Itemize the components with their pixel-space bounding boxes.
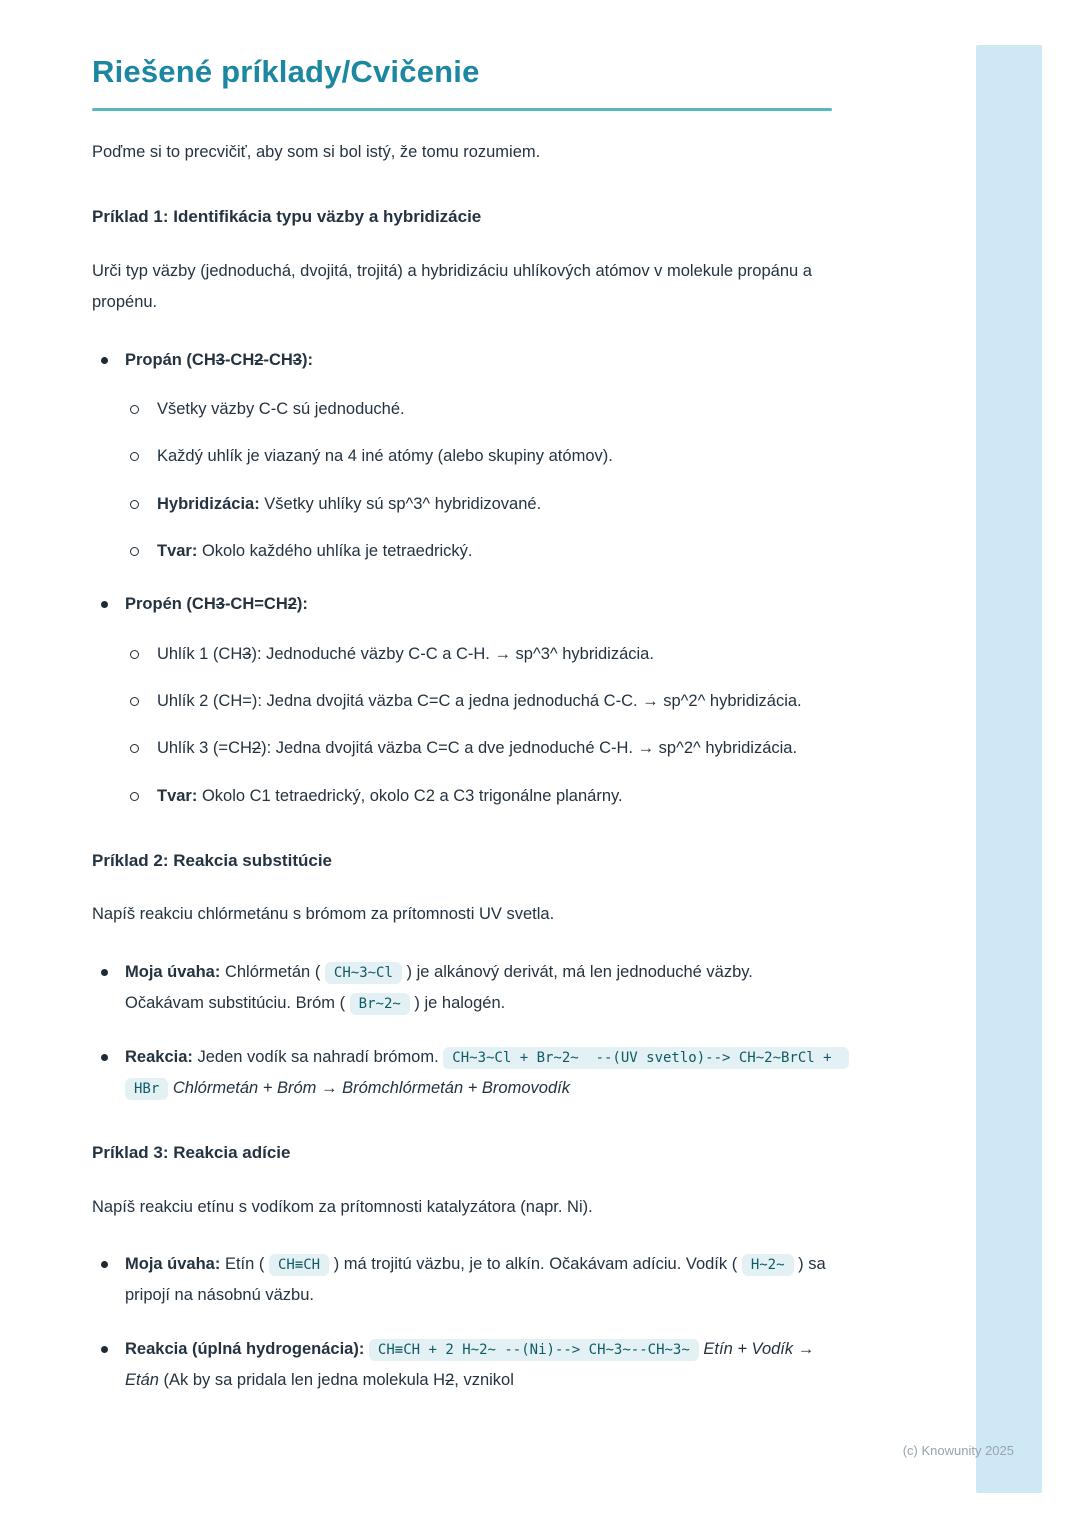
bullet-list	[92, 345, 832, 812]
text-run: 3	[215, 595, 225, 614]
text-run: 3	[292, 350, 302, 369]
text-run: Napíš reakciu chlórmetánu s brómom za prítomnosti UV svetla.	[92, 905, 555, 924]
text-run: ):	[296, 595, 308, 614]
bullet-text	[125, 595, 308, 613]
bullet-item	[92, 345, 832, 568]
bullet-item	[92, 1042, 841, 1105]
document-body	[92, 137, 841, 1396]
page-edge-stripe	[976, 45, 1042, 1493]
text-run: Každý uhlík je viazaný na 4 iné atómy (alebo skupiny atómov).	[157, 447, 613, 466]
text-run: 2	[254, 350, 264, 369]
title-underline-rule	[92, 108, 832, 111]
text-run: Okolo C1 tetraedrický, okolo C2 a C3 trigonálne planárny.	[197, 786, 623, 805]
text-run: Propén (CH	[125, 595, 216, 614]
text-run: -CH=CH	[224, 595, 288, 614]
bullet-text	[125, 963, 753, 1012]
text-run: Hybridizácia:	[157, 494, 260, 513]
code-chip: Br~2~	[350, 993, 410, 1015]
text-run: , vznikol	[454, 1371, 514, 1390]
bullet-item	[92, 589, 832, 812]
sub-bullet-list	[125, 639, 832, 812]
sub-bullet-item	[125, 781, 832, 812]
text-run: 2	[251, 739, 262, 758]
bullet-item	[92, 1249, 832, 1312]
text-run: ) má trojitú väzbu, je to alkín. Očakávam adíciu. Vodík (	[329, 1255, 742, 1274]
code-chip: CH~3~Cl	[325, 962, 402, 984]
text-run: 3	[215, 350, 225, 369]
bullet-list	[92, 957, 841, 1104]
sub-bullet-list	[125, 394, 832, 567]
section-heading	[92, 848, 832, 874]
sub-bullet-item	[125, 639, 832, 670]
text-run: ) sa pripojí na násobnú väzbu.	[125, 1255, 826, 1305]
sub-bullet-item	[125, 733, 832, 764]
text-run: Propán (CH	[125, 350, 216, 369]
bullet-text	[125, 1255, 826, 1304]
code-chip: CH~3~Cl + Br~2~ --(UV svetlo)--> CH~2~BrCl + HBr	[125, 1047, 849, 1100]
text-run: Tvar:	[157, 541, 198, 560]
bullet-text	[125, 1048, 849, 1097]
text-run: Etín (	[220, 1255, 269, 1274]
text-run: Uhlík 1 (CH	[157, 644, 243, 663]
sub-bullet-item	[125, 489, 832, 520]
footer-credit: (c) Knowunity 2025	[902, 1443, 1014, 1458]
text-run: Poďme si to precvičiť, aby som si bol istý, že tomu rozumiem.	[92, 143, 541, 161]
text-run: Okolo každého uhlíka je tetraedrický.	[197, 541, 473, 560]
bullet-text	[125, 351, 313, 369]
sub-bullet-item	[125, 394, 832, 425]
text-run: Príklad 2: Reakcia substitúcie	[92, 850, 332, 870]
bullet-item	[92, 1334, 832, 1397]
paragraph	[92, 256, 832, 319]
code-chip: CH≡CH	[269, 1254, 329, 1276]
section-heading	[92, 204, 832, 230]
text-run: 3	[242, 644, 252, 663]
text-run: Reakcia:	[125, 1047, 193, 1066]
paragraph	[92, 1192, 832, 1223]
text-run: Príklad 1: Identifikácia typu väzby a hybridizácie	[92, 207, 482, 227]
text-run: Chlórmetán (	[220, 962, 325, 981]
text-run: ):	[301, 350, 313, 369]
text-run: Uhlík 2 (CH=): Jedna dvojitá väzba C=C a jedna jednoduchá C-C. → sp^2^ hybridizácia.	[157, 691, 802, 710]
text-run: Napíš reakciu etínu s vodíkom za prítomnosti katalyzátora (napr. Ni).	[92, 1197, 593, 1216]
sub-bullet-item	[125, 536, 832, 567]
text-run: (Ak by sa pridala len jedna molekula H	[158, 1371, 446, 1390]
text-run: Uhlík 3 (=CH	[157, 739, 252, 758]
sub-bullet-item	[125, 686, 832, 717]
text-run: Všetky väzby C-C sú jednoduché.	[157, 399, 405, 418]
text-run: ): Jedna dvojitá väzba C=C a dve jednoduché C-H. → sp^2^ hybridizácia.	[261, 739, 798, 758]
text-run: -CH	[263, 350, 293, 369]
text-run: -CH	[224, 350, 255, 369]
text-run: Chlórmetán + Bróm → Brómchlórmetán + Bromovodík	[172, 1078, 570, 1097]
text-run: Reakcia (úplná hydrogenácia):	[125, 1339, 365, 1358]
bullet-item	[92, 957, 832, 1020]
text-run: Tvar:	[157, 786, 198, 805]
text-run: ) je alkánový derivát, má len jednoduché väzby. Očakávam substitúciu. Bróm (	[125, 962, 753, 1013]
text-run: Moja úvaha:	[125, 962, 221, 981]
text-run: Príklad 3: Reakcia adície	[92, 1143, 291, 1163]
code-chip: CH≡CH + 2 H~2~ --(Ni)--> CH~3~--CH~3~	[369, 1339, 699, 1361]
section-heading	[92, 1140, 832, 1166]
paragraph	[92, 899, 832, 930]
text-run: Urči typ väzby (jednoduchá, dvojitá, trojitá) a hybridizáciu uhlíkových atómov v molekule propánu a propénu.	[92, 261, 812, 312]
text-run: Moja úvaha:	[125, 1255, 221, 1274]
sub-bullet-item	[125, 441, 832, 472]
text-run: ) je halogén.	[409, 994, 506, 1013]
text-run: 2	[287, 595, 297, 614]
text-run: Všetky uhlíky sú sp^3^ hybridizované.	[259, 494, 542, 513]
bullet-text	[125, 1340, 814, 1389]
page-title: Riešené príklady/Cvičenie	[92, 54, 480, 89]
paragraph	[92, 137, 832, 168]
text-run: Jeden vodík sa nahradí brómom.	[192, 1047, 444, 1066]
text-run: Etín + Vodík → Etán	[125, 1339, 815, 1390]
code-chip: H~2~	[742, 1254, 794, 1276]
bullet-list	[92, 1249, 832, 1396]
text-run: ): Jednoduché väzby C-C a C-H. → sp^3^ hybridizácia.	[251, 644, 654, 663]
document-content	[92, 54, 841, 1422]
text-run: 2	[445, 1371, 455, 1390]
